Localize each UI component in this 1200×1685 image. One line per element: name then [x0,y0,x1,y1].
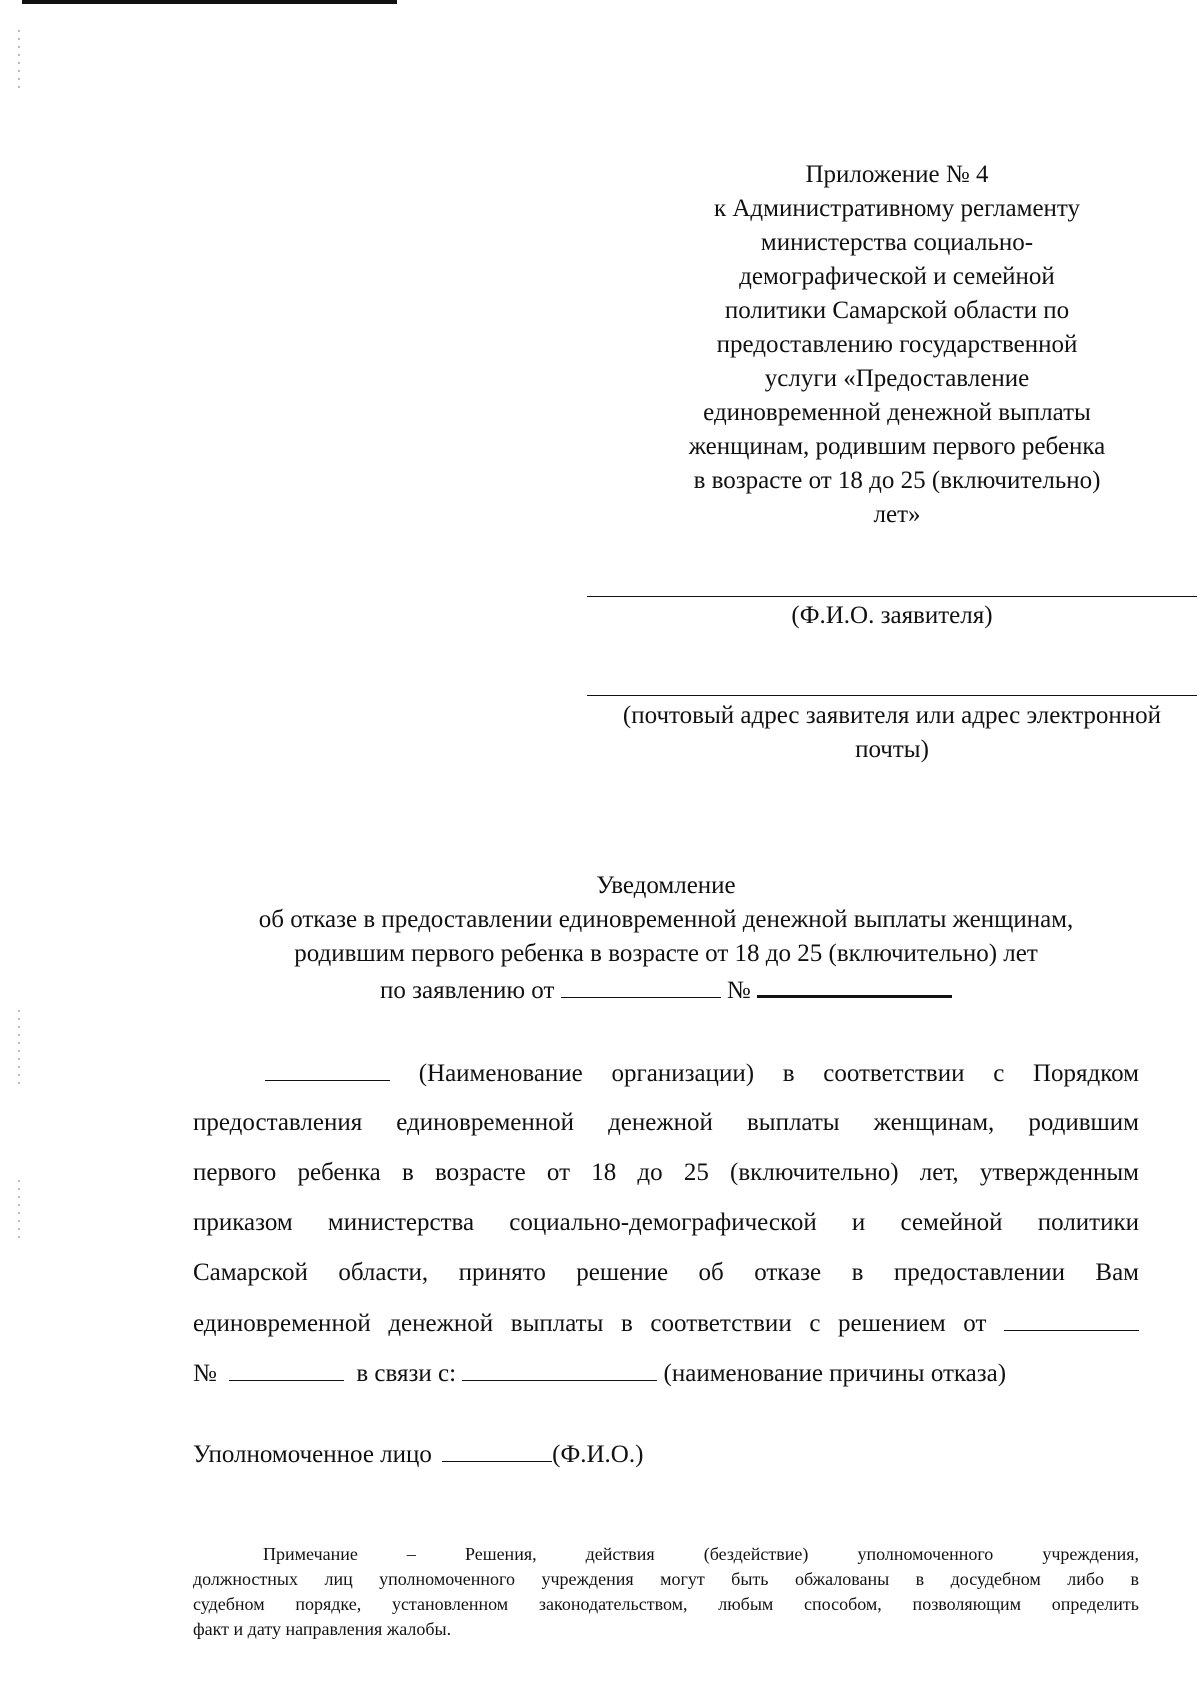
notice-title-block [190,869,1142,1008]
appendix-line: лет» [873,501,921,528]
number-sign: № [726,977,751,1004]
appendix-line: к Административному регламенту [713,195,1081,222]
appendix-line: предоставлению государственной [716,331,1078,358]
applicant-name-line [587,596,1197,597]
body-line: предоставления единовременной денежной выплаты женщинам, родившим [193,1109,1139,1136]
scan-margin-noise [18,1180,20,1240]
note-line: факт и дату направления жалобы. [193,1619,452,1639]
note-line: должностных лиц уполномоченного учреждения могут быть обжалованы в досудебном либо в [193,1569,1139,1589]
reason-blank [462,1356,657,1381]
appendix-line: Приложение № 4 [805,161,989,188]
signature-blank [442,1437,552,1462]
body-line [193,1356,1139,1391]
appendix-line: единовременной денежной выплаты [703,399,1091,426]
applicant-address-caption: (почтовый адрес заявителя или адрес электронной [622,702,1162,729]
notice-application-line [190,971,1142,1008]
signature-line [193,1437,1139,1472]
appendix-header [660,158,1134,532]
body-line: Самарской области, принято решение об отказе в предоставлении Вам [193,1259,1139,1286]
note-line: судебном порядке, установленном законодательством, любым способом, позволяющим определить [193,1594,1139,1614]
applicant-name-caption: (Ф.И.О. заявителя) [791,602,993,629]
organization-blank [265,1056,390,1081]
decision-number-blank [229,1356,344,1381]
reason-prefix: в связи с: [356,1360,457,1387]
appendix-line: политики Самарской области по [724,297,1070,324]
decision-date-blank [1004,1306,1139,1331]
reason-caption: (наименование причины отказа) [663,1360,1007,1387]
appeal-note [193,1542,1139,1642]
body-line: приказом министерства социально-демографической и семейной политики [193,1209,1139,1236]
scan-margin-noise [18,1010,20,1090]
notice-title: Уведомление [596,872,736,899]
application-number-blank [757,971,952,998]
body-line: (Наименование организации) в соответствии с Порядком [193,1056,1139,1091]
appendix-line: услуги «Предоставление [764,365,1030,392]
scan-artifact-bar [22,0,397,4]
appendix-line: женщинам, родившим первого ребенка [688,433,1106,460]
signature-caption: (Ф.И.О.) [552,1441,644,1468]
application-prefix: по заявлению от [379,977,555,1004]
applicant-address-line [587,695,1197,696]
notice-subtitle: родившим первого ребенка в возрасте от 18 до 25 (включительно) лет [294,940,1038,967]
decision-number-sign: № [193,1360,217,1387]
applicant-address-caption-cont: почты) [855,736,929,763]
signature-label: Уполномоченное лицо [193,1441,432,1468]
body-line: первого ребенка в возрасте от 18 до 25 (включительно) лет, утвержденным [193,1159,1139,1186]
scan-margin-noise [18,30,20,90]
note-line: Примечание – Решения, действия (бездействие) уполномоченного учреждения, [263,1544,1139,1564]
appendix-line: министерства социально- [760,229,1034,256]
body-line: единовременной денежной выплаты в соответствии с решением от [193,1306,1139,1341]
appendix-line: демографической и семейной [739,263,1055,290]
appendix-line: в возрасте от 18 до 25 (включительно) [693,467,1101,494]
notice-subtitle: об отказе в предоставлении единовременной денежной выплаты женщинам, [258,906,1074,933]
application-date-blank [561,973,721,998]
